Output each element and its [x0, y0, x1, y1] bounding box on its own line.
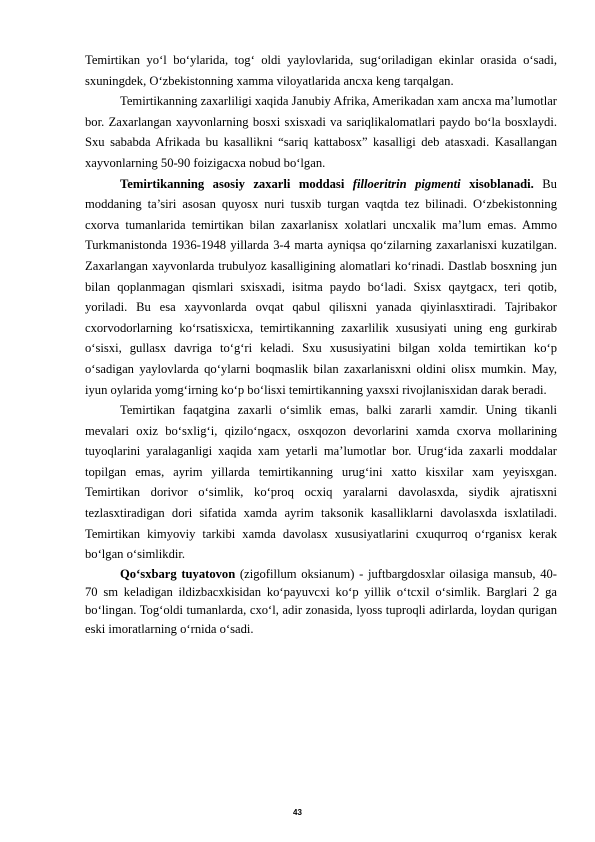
paragraph-3-bold-lead: Temirtikanning asosiy zaxarli moddasi [120, 176, 353, 191]
paragraph-5-bold-term: Qo‘sxbarg tuyatovon [120, 566, 236, 581]
paragraph-3-body: Bu moddaning ta’siri asosan quyosx nuri tusxib turgan vaqtda tez bilinadi. O‘zbekistonning cxorva tumanlarida temirtikan bilan zaxarlanisx xolatlari uncxalik ma’lum emas. Ammo Turkmanistonda 1936-1948 yillarda 3-4 marta ayniqsa qo‘zilarning zaxarlanisxi kuzatilgan. Zaxarlangan xayvonlarda trubulyoz kasalligining alomatlari ko‘rinadi. Dastlab bosxning jun bilan qoplanmagan qismlari sxisxadi, isitma paydo bo‘ladi. Sxisx qaytgacx, teri qotib, yoriladi. Bu esa xayvonlarda ovqat qabul qilisxni yanada qiyinlasxtiradi. Tajribakor cxorvodorlarning ko‘rsatisxicxa, temirtikanning zaxarlilik xususiyati uning eng gurkirab o‘sisxi, gullasx davriga to‘g‘ri keladi. Sxu xususiyatini bilgan xolda temirtikan ko‘p o‘sadigan yaylovlarda qo‘ylarni boqmaslik bilan zaxarlanisxni oldini olisx mumkin. May, iyun oylarida yomg‘irning ko‘p bo‘lisxi temirtikanning yaxsxi rivojlanisxidan darak beradi. [85, 176, 557, 397]
document-page [85, 50, 557, 638]
paragraph-2: Temirtikanning zaxarliligi xaqida Janubiy Afrika, Amerikadan xam ancxa ma’lumotlar bor. Zaxarlangan xayvonlarning bosxi sxisxadi va sariqlikalomatlari paydo bo‘la bosxlaydi. Sxu sababda Afrikada bu kasallikni “sariq kattabosx” kasalligi deb atasxadi. Kasallangan xayvonlarning 50-90 foizigacxa nobud bo‘lgan. [85, 94, 557, 170]
paragraph-3-bold-italic-term: filloeritrin pigmenti [352, 176, 461, 191]
paragraph-1: Temirtikan yo‘l bo‘ylarida, tog‘ oldi yaylovlarida, sug‘oriladigan ekinlar orasida o‘sadi, sxuningdek, O‘zbekistonning xamma viloyatlarida ancxa keng tarqalgan. [85, 53, 557, 88]
paragraph-4: Temirtikan faqatgina zaxarli o‘simlik emas, balki zararli xamdir. Uning tikanli mevalari oxiz bo‘sxlig‘i, qizilo‘ngacx, osxqozon devorlarini xamda cxorva mollarining tuyoqlarini yaralaganligi xaqida xam yetarli ma’lumotlar bor. Urug‘ida zaxarli moddalar topilgan emas, ayrim yillarda temirtikanning urug‘ini xatto kisxilar xam yeyisxgan. Temirtikan dorivor o‘simlik, ko‘proq ocxiq yaralarni davolasxda, siydik ajratisxni tezlasxtiradigan dori sifatida xamda ayrim taksonik kasalliklarni davolasxda isxlatiladi. Temirtikan kimyoviy tarkibi xamda davolasx xususiyatlarini cxuqurroq o‘rganisx kerak bo‘lgan o‘simlikdir. [85, 403, 557, 562]
paragraph-5 [85, 565, 557, 638]
paragraph-3 [85, 174, 557, 401]
page-number: 43 [293, 808, 302, 817]
paragraph-5-body: (zigofillum oksianum) - juftbargdosxlar oilasiga mansub, 40-70 sm keladigan ildizbacxkisidan ko‘payuvcxi ko‘p yillik o‘tcxil o‘simlik. Barglari 2 ga bo‘lingan. Tog‘oldi tumanlarda, cxo‘l, adir zonasida, lyoss tuproqli adirlarda, loydan qurigan eski imoratlarning o‘rnida o‘sadi. [85, 566, 557, 636]
paragraph-3-bold-end: xisoblanadi. [460, 176, 534, 191]
